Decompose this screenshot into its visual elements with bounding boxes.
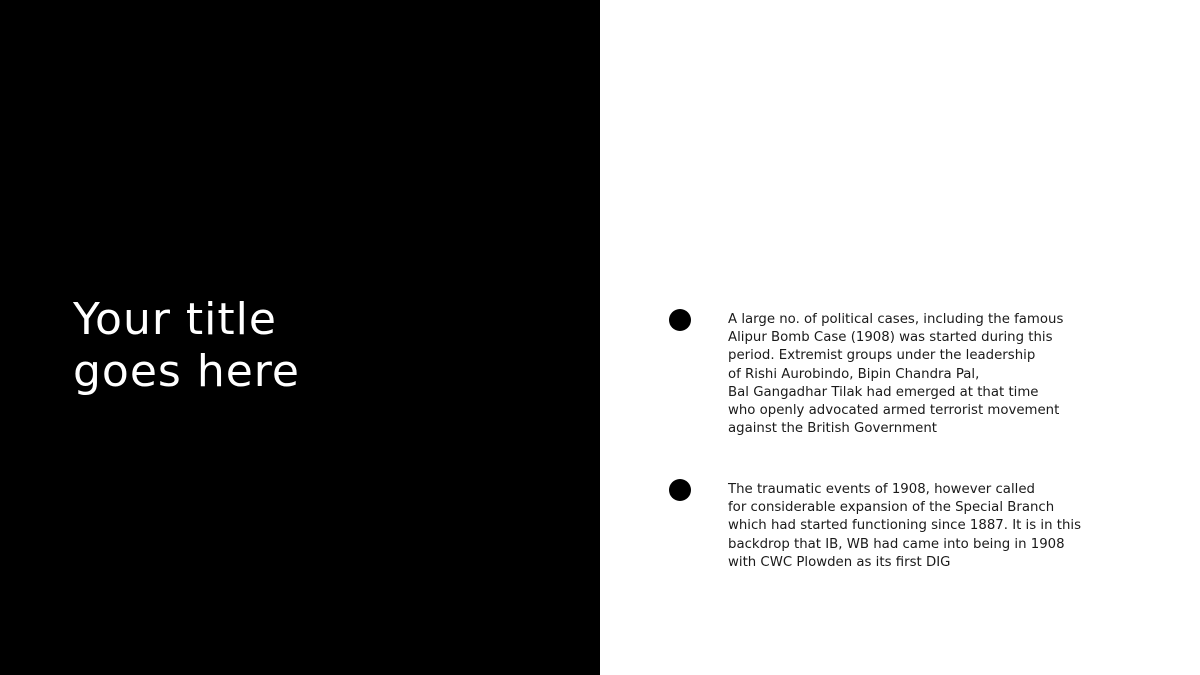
bullet-text [728,311,1128,438]
slide-title [73,294,553,398]
bullet-text-line: Alipur Bomb Case (1908) was started during this [728,330,1053,346]
bullet-dot-icon [669,479,691,501]
bullet-text-line: Bal Gangadhar Tilak had emerged at that time [728,384,1039,400]
bullet-text-line: period. Extremist groups under the leadership [728,348,1036,364]
bullet-text [728,481,1128,572]
bullet-dot-icon [669,309,691,331]
bullet-text-line: of Rishi Aurobindo, Bipin Chandra Pal, [728,366,980,382]
slide-title-line: goes here [73,346,300,397]
bullet-text-line: The traumatic events of 1908, however called [728,482,1035,497]
slide-title-line: Your title [73,294,277,345]
bullet-text-line: with CWC Plowden as its first DIG [728,554,951,570]
bullet-text-line: which had started functioning since 1887. It is in this [728,518,1082,534]
bullet-text-line: backdrop that IB, WB had came into being in 1908 [728,536,1065,552]
bullet-text-line: A large no. of political cases, including the famous [728,312,1064,327]
bullet-text-line: for considerable expansion of the Special Branch [728,500,1055,516]
bullet-text-line: who openly advocated armed terrorist movement [728,403,1060,419]
bullet-text-line: against the British Government [728,421,937,437]
